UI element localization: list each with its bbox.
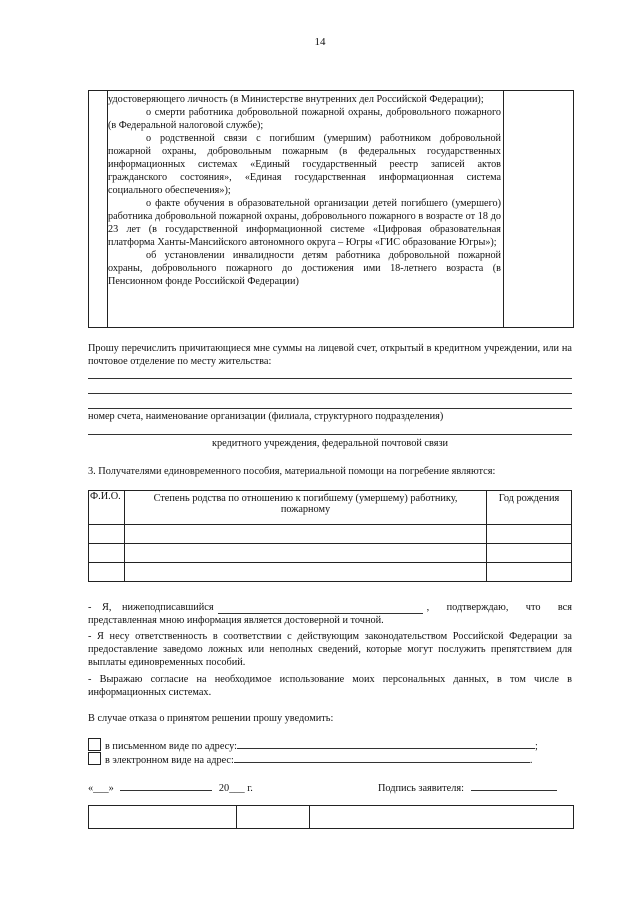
- table-row: [89, 544, 572, 563]
- relation-cell[interactable]: [125, 544, 487, 563]
- source-disability: об установлении инвалидности детям работника добровольной пожарной охраны, добровольного пожарного до достижения ими 18-летнего возраста (в Пенсионном фонде Российской Федерации): [108, 250, 501, 287]
- source-identity: удостоверяющего личность (в Министерстве внутренних дел Российской Федерации);: [108, 94, 484, 105]
- notify-written-label: в письменном виде по адресу:: [105, 741, 237, 752]
- notify-written-row: в письменном виде по адресу: ;: [88, 738, 572, 753]
- recipients-heading: 3. Получателями единовременного пособия, материальной помощи на погребение являются:: [88, 466, 496, 477]
- declaration-1-start: - Я, нижеподписавшийся: [88, 602, 214, 613]
- col-year-header: Год рождения: [487, 491, 572, 525]
- date-line: [88, 780, 253, 795]
- page-number: 14: [314, 36, 326, 48]
- declaration-1: [88, 601, 572, 627]
- declaration-1-end: представленная мною информация является достоверной и точной.: [88, 615, 384, 626]
- registration-cell-1[interactable]: [89, 806, 237, 828]
- source-death: о смерти работника добровольной пожарной охраны, добровольного пожарного (в Федеральной налоговой службе);: [108, 107, 501, 131]
- table-cell-number: [89, 91, 108, 327]
- notify-heading: В случае отказа о принятом решении прошу уведомить:: [88, 713, 334, 724]
- written-checkbox[interactable]: [88, 738, 101, 751]
- col-fio-header: Ф.И.О.: [89, 491, 125, 525]
- recipients-table: [88, 490, 572, 582]
- signature-row: [378, 780, 557, 795]
- source-kinship: о родственной связи с погибшим (умершим) работником добровольной пожарной охраны, добровольным пожарным (в федеральных государственных информационных системах «Единый государственный реестр записей актов гражданского состояния», «Единая государственная информационная система социального обеспечения»);: [108, 133, 501, 196]
- year-cell[interactable]: [487, 525, 572, 544]
- table-row: [89, 525, 572, 544]
- declaration-1-end-inline: , подтверждаю, что вся: [426, 602, 572, 613]
- relation-cell[interactable]: [125, 525, 487, 544]
- date-month-field[interactable]: [120, 780, 212, 791]
- notify-electronic-row: в электронном виде на адрес: .: [88, 752, 572, 767]
- transfer-request: Прошу перечислить причитающиеся мне суммы на лицевой счет, открытый в кредитном учреждении, или на почтовое отделение по месту жительства:: [88, 343, 572, 367]
- date-year[interactable]: 20___ г.: [218, 783, 253, 794]
- electronic-checkbox[interactable]: [88, 752, 101, 765]
- bank-line[interactable]: [88, 434, 572, 435]
- notify-electronic-label: в электронном виде на адрес:: [105, 755, 234, 766]
- table-cell-sources: [108, 93, 501, 325]
- written-address-field[interactable]: [237, 738, 535, 749]
- bank-caption: кредитного учреждения, федеральной почтовой связи: [211, 438, 449, 449]
- registration-cell-2[interactable]: [237, 806, 310, 828]
- electronic-address-field[interactable]: [234, 752, 530, 763]
- source-education: о факте обучения в образовательной организации детей погибшего (умершего) работника добровольной пожарной охраны, добровольного пожарного в возрасте от 18 до 23 лет (в государственной информационной системе «Цифровая образовательная платформа Ханты-Мансийского автономного округа – Югры «ГИС образование Югры»);: [108, 198, 501, 248]
- year-cell[interactable]: [487, 544, 572, 563]
- col-relation-header: Степень родства по отношению к погибшему (умершему) работнику, пожарному: [125, 491, 487, 525]
- declaration-3: - Выражаю согласие на необходимое использование моих персональных данных, в том числе в информационных системах.: [88, 674, 572, 698]
- account-line-1[interactable]: [88, 378, 572, 379]
- signature-label: Подпись заявителя:: [378, 783, 464, 794]
- fio-cell[interactable]: [89, 525, 125, 544]
- table-cell-mark: [503, 91, 574, 327]
- data-sources-table: [88, 90, 574, 328]
- account-line-2[interactable]: [88, 393, 572, 394]
- fio-cell[interactable]: [89, 544, 125, 563]
- signature-field[interactable]: [471, 780, 557, 791]
- registration-table: [88, 805, 574, 829]
- signer-name-field[interactable]: [218, 603, 423, 614]
- declaration-2: - Я несу ответственность в соответствии с действующим законодательством Российской Федерации за предоставление заведомо ложных или неполных сведений, которые могут послужить препятствием для выплаты единовременных пособий.: [88, 631, 572, 668]
- table-row: [89, 563, 572, 582]
- account-line-3[interactable]: [88, 408, 572, 409]
- fio-cell[interactable]: [89, 563, 125, 582]
- year-cell[interactable]: [487, 563, 572, 582]
- relation-cell[interactable]: [125, 563, 487, 582]
- account-caption: номер счета, наименование организации (филиала, структурного подразделения): [88, 411, 444, 422]
- date-day[interactable]: «___»: [88, 783, 114, 794]
